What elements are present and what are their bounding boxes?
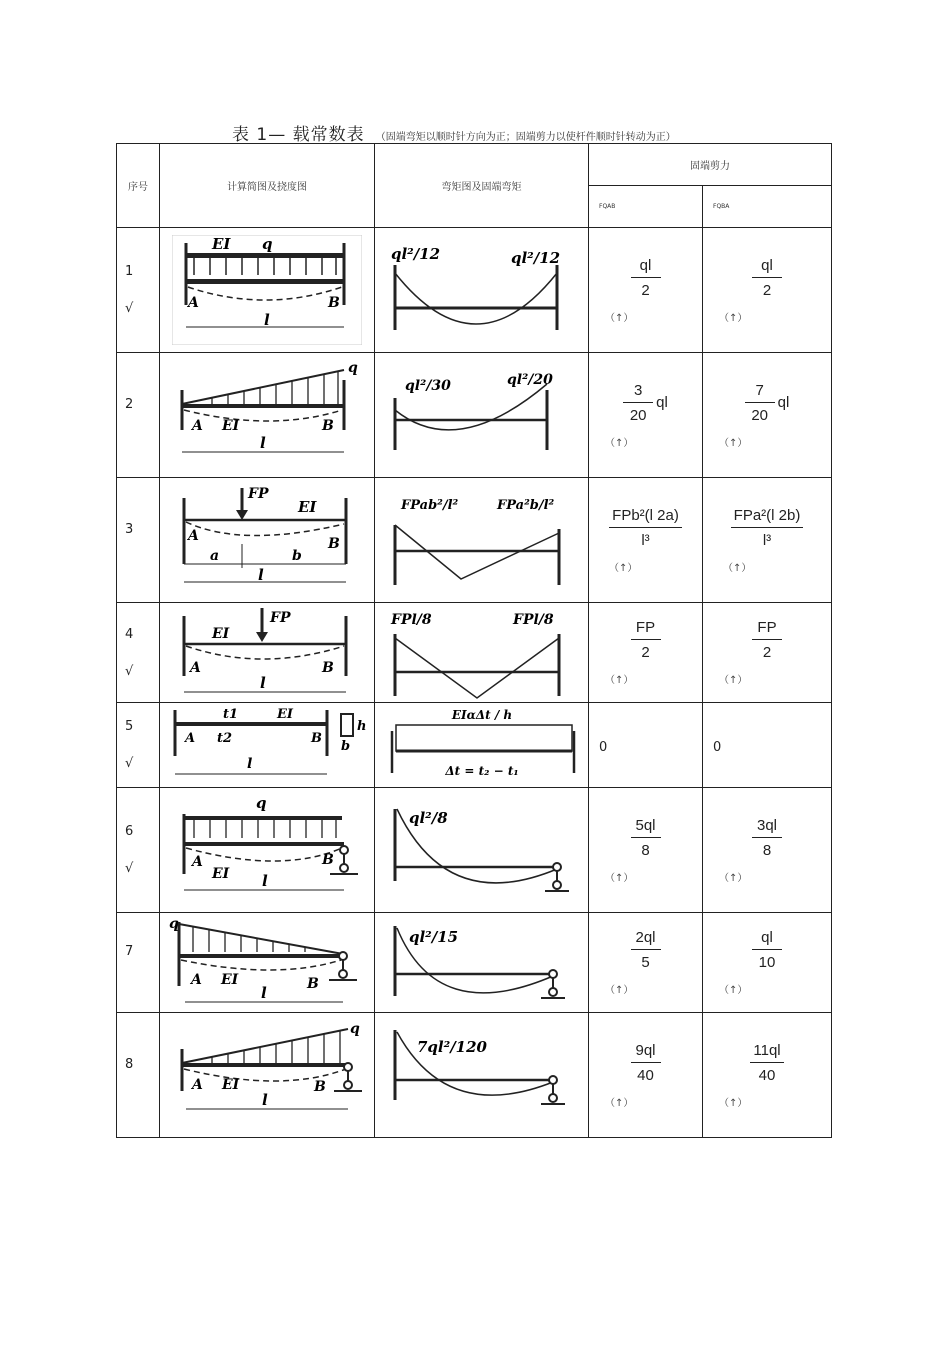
calc-diagram-cell — [160, 353, 375, 478]
shear-ba-fraction — [745, 382, 775, 424]
diagram-label-t2: t2 — [217, 731, 233, 746]
header-fqab: FQAB — [589, 186, 703, 228]
shear-ab-fraction — [631, 257, 661, 299]
diagram-label-A: A — [191, 971, 202, 988]
frac-numerator: FP — [752, 619, 782, 640]
table-row — [117, 1013, 832, 1138]
up-arrow-note: （↑） — [719, 872, 748, 884]
frac-denominator: 2 — [641, 644, 650, 661]
header-diagram: 计算简图及挠度图 — [160, 144, 375, 228]
diagram-label-b: b — [341, 739, 351, 754]
calc-diagram-cell — [160, 788, 375, 913]
shear-ba-cell — [703, 228, 832, 353]
check-mark: √ — [125, 756, 134, 771]
frac-denominator: 10 — [758, 954, 776, 971]
diagram-label-EI: EI — [222, 1077, 240, 1093]
row-number-cell — [117, 703, 160, 788]
row-number: 8 — [125, 1056, 134, 1072]
row-number: 3 — [125, 521, 134, 537]
diagram-label-b: b — [292, 548, 302, 564]
shear-ab-cell — [589, 353, 703, 478]
calc-diagram-cell — [160, 603, 375, 703]
diagram-label-EI: EI — [222, 418, 240, 434]
row-number-cell — [117, 788, 160, 913]
diagram-label-B: B — [314, 1079, 326, 1095]
beam-diagram-6 — [172, 794, 362, 906]
frac-numerator: ql — [631, 257, 661, 278]
diagram-label-EI: EI — [277, 707, 293, 722]
frac-numerator: 9ql — [631, 1042, 661, 1063]
up-arrow-note: （↑） — [719, 985, 748, 996]
moment-right-label: ql²/20 — [506, 372, 553, 388]
shear-ab-fraction — [609, 507, 682, 549]
moment-right-label: FPl/8 — [512, 611, 554, 628]
shear-ab-fraction — [631, 929, 661, 971]
check-mark: √ — [125, 663, 134, 679]
moment-left-label: 7ql²/120 — [416, 1038, 487, 1056]
diagram-label-q: q — [350, 1021, 360, 1037]
moment-diagram-5 — [382, 707, 582, 783]
row-number-cell — [117, 603, 160, 703]
frac-numerator: FP — [631, 619, 661, 640]
shear-ba-cell — [703, 603, 832, 703]
diagram-label-h: h — [357, 719, 367, 734]
frac-numerator: ql — [752, 929, 782, 950]
row-number-cell — [117, 913, 160, 1013]
beam-diagram-1 — [172, 235, 362, 345]
diagram-label-A: A — [192, 1077, 203, 1093]
up-arrow-note: （↑） — [609, 562, 638, 574]
shear-ba-fraction — [752, 619, 782, 661]
diagram-label-q: q — [169, 915, 179, 932]
diagram-label-B: B — [322, 852, 334, 868]
header-fqba: FQBA — [703, 186, 832, 228]
shear-ab-fraction — [631, 619, 661, 661]
beam-diagram-7 — [167, 916, 367, 1010]
up-arrow-note: （↑） — [605, 437, 634, 449]
diagram-label-EI: EI — [212, 866, 230, 882]
beam-diagram-4 — [172, 606, 362, 700]
shear-ba-cell — [703, 1013, 832, 1138]
shear-ba-fraction — [752, 257, 782, 299]
moment-left-label: FPab²/l² — [400, 498, 458, 513]
moment-diagram-3 — [387, 485, 577, 595]
shear-ba-cell — [703, 478, 832, 603]
frac-denominator: l³ — [762, 531, 772, 549]
up-arrow-note: （↑） — [605, 312, 634, 324]
row-number-cell — [117, 353, 160, 478]
diagram-label-EI: EI — [212, 625, 230, 642]
table-row — [117, 703, 832, 788]
shear-ba-fraction — [731, 507, 804, 549]
up-arrow-note: （↑） — [723, 562, 752, 574]
diagram-label-B: B — [322, 418, 334, 434]
shear-ba-fraction — [752, 817, 782, 859]
beam-diagram-2 — [172, 360, 362, 470]
table-row — [117, 228, 832, 353]
diagram-label-EI: EI — [212, 235, 231, 253]
row-number: 4 — [125, 626, 134, 642]
frac-denominator: l³ — [641, 531, 650, 549]
row-number: 5 — [125, 719, 134, 734]
frac-tail: ql — [777, 394, 790, 411]
shear-ba-cell — [703, 788, 832, 913]
diagram-label-l: l — [260, 434, 266, 452]
moment-right-label: ql²/12 — [510, 249, 560, 267]
diagram-label-B: B — [322, 659, 334, 676]
frac-denominator: 20 — [629, 406, 647, 424]
frac-numerator: 3 — [623, 382, 653, 403]
shear-ab-cell — [589, 228, 703, 353]
shear-ab-cell — [589, 603, 703, 703]
diagram-label-A: A — [188, 528, 199, 544]
frac-denominator: 40 — [758, 1066, 776, 1084]
header-shear: 固端剪力 — [589, 144, 832, 186]
diagram-label-A: A — [185, 731, 196, 746]
shear-ab-cell — [589, 1013, 703, 1138]
frac-numerator: 3ql — [752, 817, 782, 838]
beam-diagram-3 — [172, 484, 362, 596]
frac-numerator: 11ql — [750, 1042, 783, 1063]
table-row — [117, 478, 832, 603]
check-mark: √ — [125, 861, 134, 876]
up-arrow-note: （↑） — [605, 675, 634, 686]
shear-ba-fraction — [752, 929, 782, 971]
moment-diagram-cell — [375, 353, 589, 478]
header-no: 序号 — [117, 144, 160, 228]
diagram-label-q: q — [262, 235, 273, 253]
shear-ab-cell — [589, 478, 703, 603]
diagram-label-l: l — [260, 673, 266, 692]
frac-numerator: ql — [752, 257, 782, 278]
frac-denominator: 2 — [641, 281, 650, 299]
shear-ba-zero: 0 — [713, 739, 722, 755]
moment-diagram-2 — [387, 360, 577, 470]
shear-ab-fraction — [631, 817, 661, 859]
moment-left-label: ql²/15 — [408, 927, 458, 946]
up-arrow-note: （↑） — [719, 437, 748, 449]
shear-ba-cell — [703, 703, 832, 788]
moment-diagram-cell — [375, 913, 589, 1013]
moment-diagram-cell — [375, 478, 589, 603]
beam-diagram-5 — [167, 706, 367, 784]
check-mark: √ — [125, 301, 134, 316]
frac-numerator: FPa²(l 2b) — [731, 507, 804, 528]
frac-denominator: 2 — [762, 644, 772, 661]
frac-denominator: 40 — [637, 1066, 654, 1084]
table-title — [232, 120, 676, 145]
diagram-label-FP: FP — [270, 609, 291, 626]
table-row — [117, 913, 832, 1013]
moment-right-label: FPa²b/l² — [496, 498, 554, 513]
up-arrow-note: （↑） — [719, 1097, 748, 1109]
beam-diagram-8 — [172, 1019, 362, 1131]
diagram-label-t1: t1 — [223, 707, 239, 722]
moment-diagram-8 — [387, 1020, 577, 1130]
diagram-label-A: A — [192, 854, 203, 870]
row-number: 6 — [125, 824, 134, 839]
up-arrow-note: （↑） — [719, 312, 748, 324]
table-row — [117, 353, 832, 478]
calc-diagram-cell — [160, 228, 375, 353]
diagram-label-q: q — [348, 360, 358, 376]
frac-denominator: 8 — [641, 841, 650, 859]
diagram-label-l: l — [264, 311, 270, 329]
diagram-label-B: B — [328, 536, 340, 552]
shear-ab-cell — [589, 703, 703, 788]
row-number-cell — [117, 1013, 160, 1138]
diagram-label-EI: EI — [221, 971, 239, 988]
diagram-label-A: A — [190, 659, 201, 676]
moment-left-label: ql²/12 — [390, 245, 440, 263]
diagram-label-l: l — [258, 566, 264, 584]
up-arrow-note: （↑） — [605, 985, 634, 996]
up-arrow-note: （↑） — [719, 675, 748, 686]
table-row — [117, 788, 832, 913]
moment-diagram-cell — [375, 788, 589, 913]
load-constants-table — [116, 143, 832, 1138]
row-number-cell — [117, 478, 160, 603]
shear-ba-cell — [703, 913, 832, 1013]
moment-left-label: FPl/8 — [390, 611, 432, 628]
diagram-label-B: B — [307, 975, 319, 992]
diagram-label-a: a — [210, 548, 220, 564]
diagram-label-l: l — [262, 872, 268, 890]
up-arrow-note: （↑） — [605, 872, 634, 884]
row-number: 2 — [125, 396, 134, 412]
row-number: 1 — [125, 264, 134, 279]
moment-diagram-4 — [387, 606, 577, 700]
header-moment: 弯矩图及固端弯矩 — [375, 144, 589, 228]
diagram-label-EI: EI — [298, 498, 317, 516]
frac-tail: ql — [656, 394, 668, 411]
moment-diagram-7 — [387, 916, 577, 1010]
title-main: 表 1— 载常数表 — [232, 125, 365, 145]
title-note: （固端弯矩以顺时针方向为正；固端剪力以使杆件顺时针转动为正） — [375, 132, 676, 143]
diagram-label-B: B — [311, 731, 322, 746]
moment-diagram-cell — [375, 228, 589, 353]
diagram-label-q: q — [256, 794, 267, 812]
diagram-label-FP: FP — [248, 486, 269, 502]
shear-ba-fraction — [750, 1042, 783, 1084]
shear-ab-fraction — [623, 382, 653, 424]
frac-numerator: 2ql — [631, 929, 661, 950]
frac-denominator: 5 — [641, 954, 650, 971]
moment-diagram-cell — [375, 603, 589, 703]
shear-ba-cell — [703, 353, 832, 478]
calc-diagram-cell — [160, 703, 375, 788]
diagram-label-l: l — [247, 756, 253, 772]
moment-top-label: EIαΔt / h — [451, 708, 512, 722]
calc-diagram-cell — [160, 1013, 375, 1138]
moment-diagram-cell — [375, 1013, 589, 1138]
moment-diagram-cell — [375, 703, 589, 788]
moment-diagram-6 — [387, 795, 577, 905]
calc-diagram-cell — [160, 913, 375, 1013]
shear-ab-fraction — [631, 1042, 661, 1084]
row-number-cell — [117, 228, 160, 353]
frac-numerator: FPb²(l 2a) — [609, 507, 682, 528]
diagram-label-l: l — [262, 1091, 268, 1109]
shear-ab-zero: 0 — [599, 739, 608, 755]
shear-ab-cell — [589, 913, 703, 1013]
up-arrow-note: （↑） — [605, 1097, 634, 1109]
diagram-label-A: A — [188, 295, 199, 311]
calc-diagram-cell — [160, 478, 375, 603]
frac-numerator: 5ql — [631, 817, 661, 838]
frac-numerator: 7 — [745, 382, 775, 403]
moment-diagram-1 — [387, 235, 577, 345]
diagram-label-l: l — [261, 983, 267, 1002]
diagram-label-A: A — [192, 418, 203, 434]
frac-denominator: 20 — [751, 406, 768, 424]
moment-left-label: ql²/30 — [404, 378, 451, 394]
moment-bottom-label: Δt = t₂ − t₁ — [444, 764, 519, 778]
diagram-label-B: B — [328, 295, 340, 311]
table-row — [117, 603, 832, 703]
moment-left-label: ql²/8 — [408, 809, 448, 827]
row-number: 7 — [125, 944, 134, 959]
shear-ab-cell — [589, 788, 703, 913]
frac-denominator: 2 — [762, 281, 772, 299]
frac-denominator: 8 — [762, 841, 772, 859]
